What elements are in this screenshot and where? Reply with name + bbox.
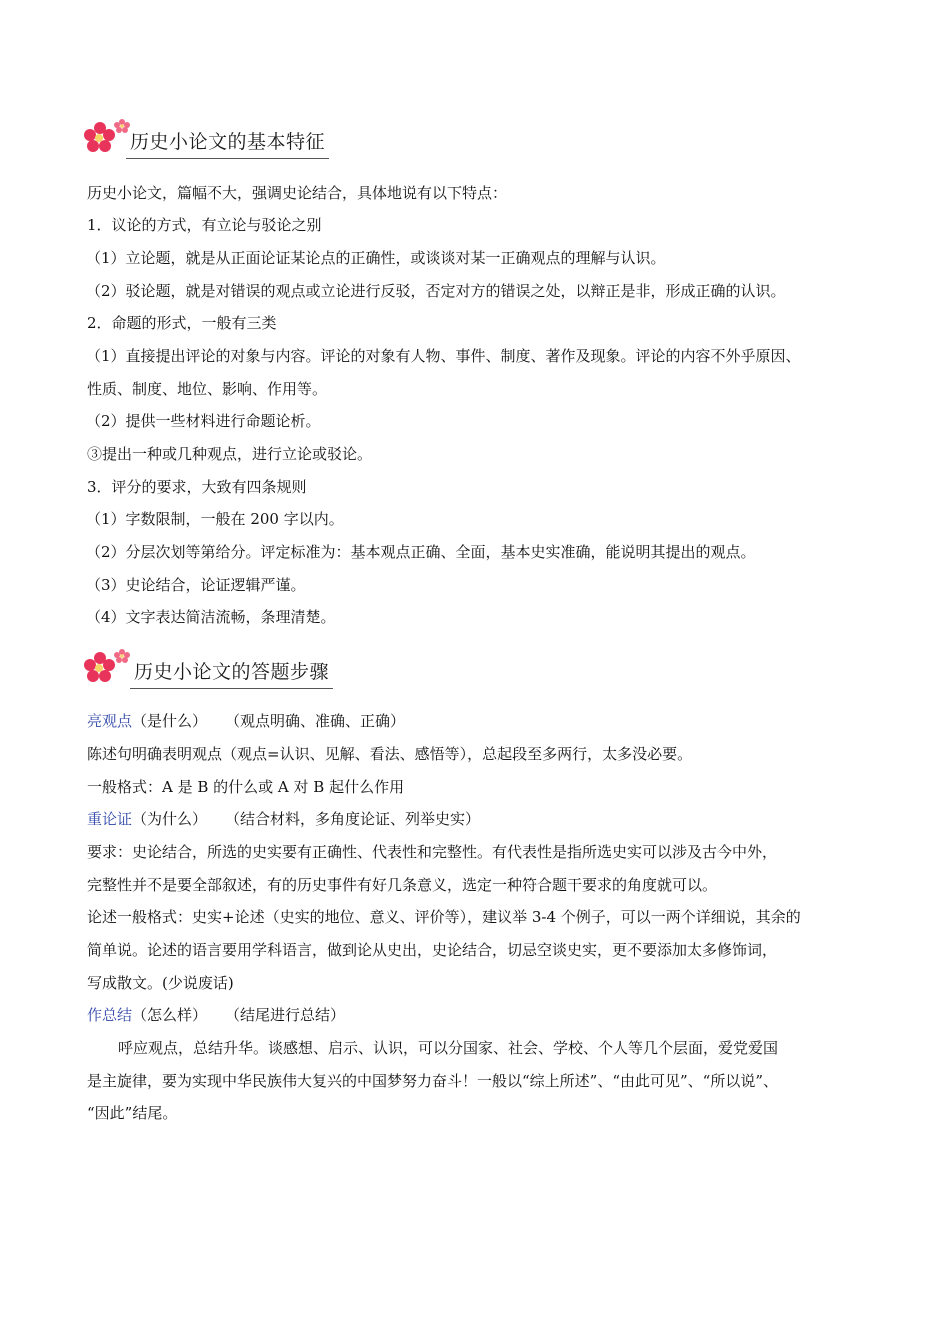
paragraph-line: 简单说。论述的语言要用学科语言，做到论从史出，史论结合，切忌空谈史实，更不要添加太多修饰词， [87,941,778,959]
step-question: （为什么） [132,810,208,828]
list-item: 1．议论的方式，有立论与驳论之别 [87,216,322,234]
section-title: 历史小论文的答题步骤 [130,657,333,689]
list-item: （3）史论结合，论证逻辑严谨。 [86,576,306,594]
step-question: （是什么） [132,712,208,730]
step-label: 重论证 [87,810,133,828]
list-item: （1）立论题，就是从正面论证某论点的正确性，或谈谈对某一正确观点的理解与认识。 [86,249,666,267]
paragraph-line: 一般格式：A 是 B 的什么或 A 对 B 起什么作用 [87,778,405,796]
paragraph-line: 完整性并不是要全部叙述，有的历史事件有好几条意义，选定一种符合题干要求的角度就可以。 [87,876,718,894]
intro-text: 历史小论文，篇幅不大，强调史论结合，具体地说有以下特点： [87,184,508,202]
list-item: 2．命题的形式，一般有三类 [87,314,277,332]
list-item: （1）字数限制，一般在 200 字以内。 [86,510,344,528]
paragraph-line: 写成散文。(少说废话) [87,974,234,992]
step-heading [87,710,870,732]
section-heading-steps [84,646,364,692]
step-heading [87,808,870,830]
list-item: （2）驳论题，就是对错误的观点或立论进行反驳，否定对方的错误之处，以辩正是非，形成正确的认识。 [86,282,786,300]
section-title: 历史小论文的基本特征 [126,127,329,159]
paragraph-line: 是主旋律，要为实现中华民族伟大复兴的中国梦努力奋斗！一般以“综上所述”、“由此可见”、“所以说”、 [87,1072,779,1090]
list-item: （2）分层次划等第给分。评定标准为：基本观点正确、全面，基本史实准确，能说明其提出的观点。 [86,543,756,561]
list-item: 性质、制度、地位、影响、作用等。 [87,380,328,398]
list-item: 3．评分的要求，大致有四条规则 [87,478,307,496]
step-note: （观点明确、准确、正确） [225,712,406,730]
list-item: ③提出一种或几种观点，进行立论或驳论。 [87,445,373,463]
step-heading [87,1004,870,1026]
list-item: （4）文字表达简洁流畅，条理清楚。 [86,608,336,626]
list-item: （2）提供一些材料进行命题论析。 [86,412,321,430]
paragraph-line: 陈述句明确表明观点（观点=认识、见解、看法、感悟等），总起段至多两行，太多没必要。 [87,745,693,763]
paragraph-line: 论述一般格式：史实+论述（史实的地位、意义、评价等），建议举 3-4 个例子，可以一两个详细说，其余的 [87,908,801,926]
paragraph-line: 要求：史论结合，所选的史实要有正确性、代表性和完整性。有代表性是指所选史实可以涉及古今中外， [87,843,778,861]
section-heading-features [84,116,364,162]
list-item: （1）直接提出评论的对象与内容。评论的对象有人物、事件、制度、著作及现象。评论的内容不外乎原因、 [86,347,801,365]
step-label: 亮观点 [87,712,133,730]
step-label: 作总结 [87,1006,133,1024]
step-note: （结合材料，多角度论证、列举史实） [225,810,481,828]
paragraph-line: 呼应观点，总结升华。谈感想、启示、认识，可以分国家、社会、学校、个人等几个层面，爱党爱国 [118,1039,779,1057]
paragraph-line: “因此”结尾。 [87,1104,178,1122]
step-question: （怎么样） [132,1006,208,1024]
plum-blossom-icon [84,646,136,692]
step-note: （结尾进行总结） [225,1006,346,1024]
